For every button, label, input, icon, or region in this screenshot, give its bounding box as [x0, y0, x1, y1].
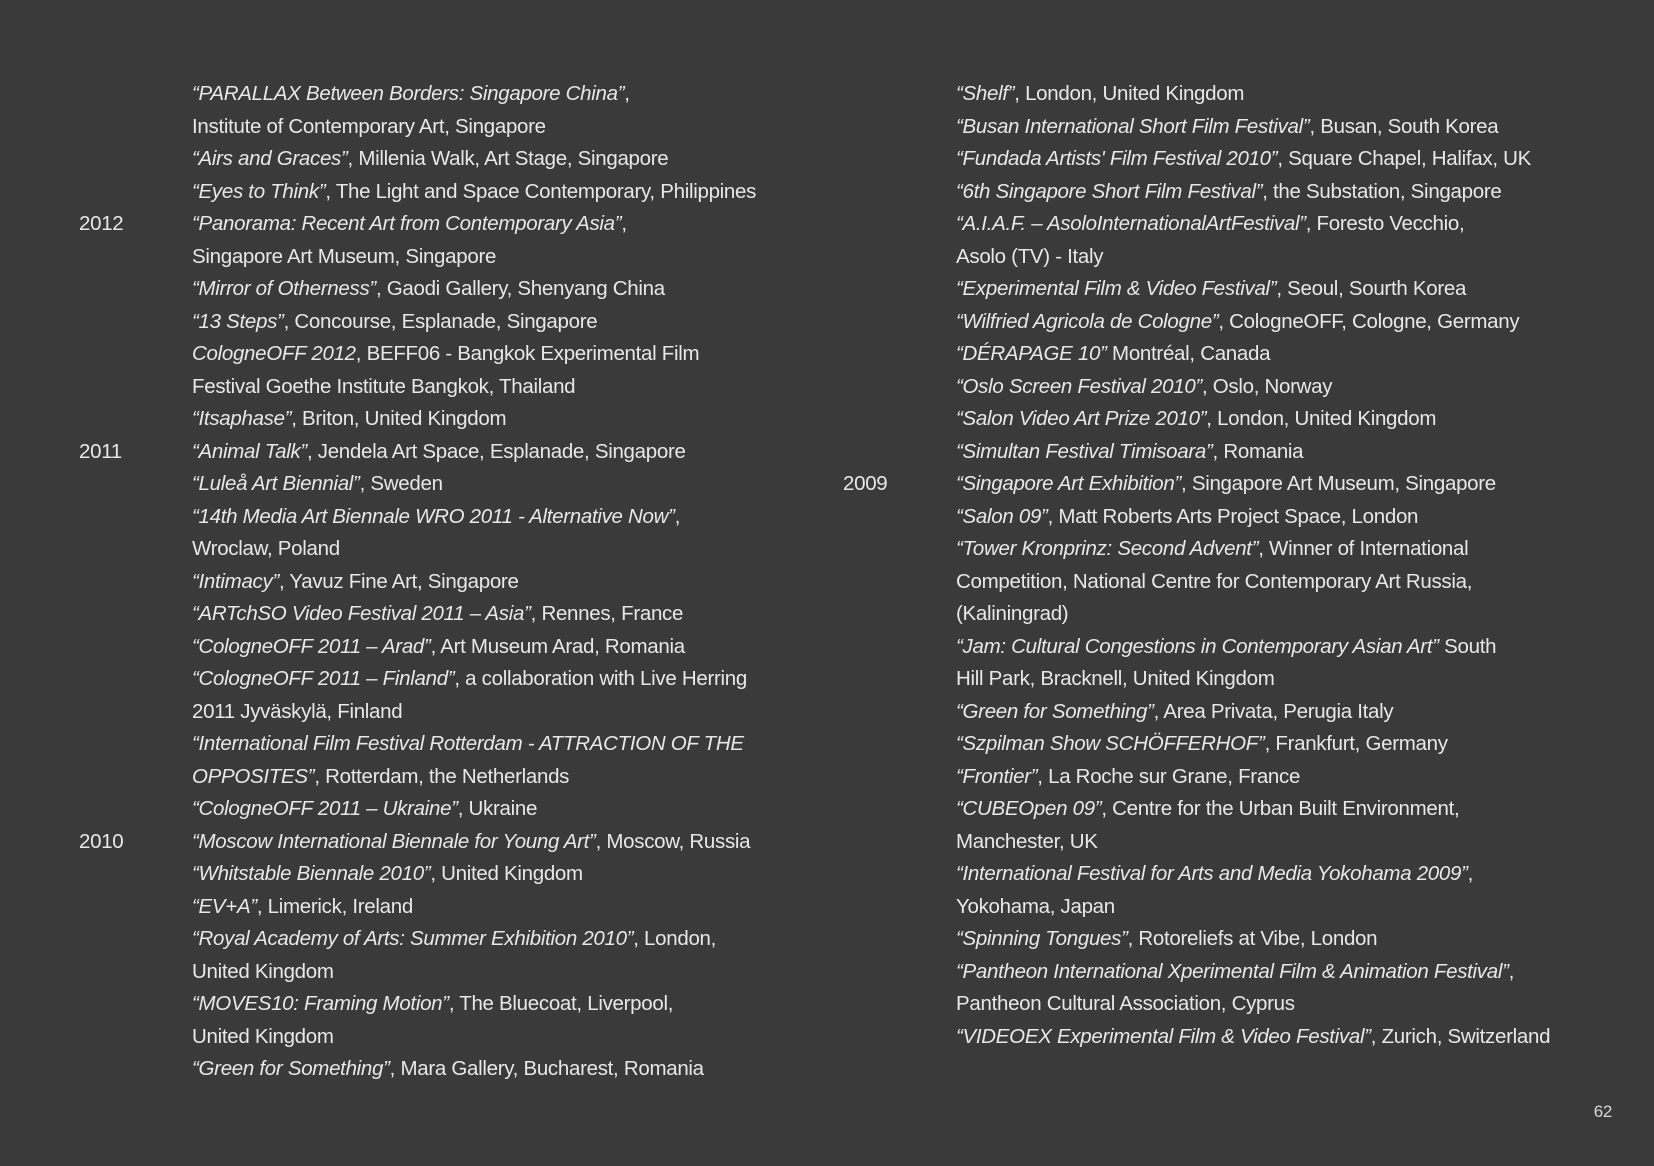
- exhibition-title: “Airs and Graces”: [192, 147, 348, 170]
- exhibition-text: [192, 436, 799, 469]
- exhibition-text: [956, 728, 1643, 761]
- year-label: 2009: [843, 472, 888, 495]
- exhibition-text: [192, 78, 799, 143]
- exhibition-venue: , Frankfurt, Germany: [1264, 732, 1448, 755]
- exhibition-text: [192, 858, 799, 891]
- exhibition-venue: , London, United Kingdom: [1206, 407, 1437, 430]
- exhibition-title: “CologneOFF 2011 – Arad”: [192, 634, 431, 658]
- exhibition-text: [192, 826, 799, 859]
- exhibition-text: [192, 501, 799, 566]
- exhibition-venue: Montréal, Canada: [1106, 342, 1271, 365]
- exhibition-title: “Singapore Art Exhibition”: [956, 472, 1182, 495]
- exhibition-title: “CologneOFF 2011 – Finland”: [192, 667, 455, 690]
- exhibition-venue: , Limerick, Ireland: [256, 894, 413, 918]
- text-line: [956, 891, 1643, 924]
- exhibition-venue: ,: [621, 212, 627, 235]
- text-line: [192, 468, 799, 501]
- text-line: [192, 728, 799, 761]
- text-line: [956, 241, 1643, 274]
- exhibition-title: “Simultan Festival Timisoara”: [956, 439, 1213, 463]
- exhibition-title: “PARALLAX Between Borders: Singapore China”: [192, 82, 625, 105]
- exhibition-entry: [79, 436, 799, 469]
- exhibition-entry: [843, 728, 1643, 761]
- text-line: [956, 1021, 1643, 1054]
- exhibition-venue: , Area Privata, Perugia Italy: [1153, 699, 1394, 723]
- exhibition-text: [192, 891, 799, 924]
- exhibition-venue: , Mara Gallery, Bucharest, Romania: [389, 1057, 704, 1080]
- exhibition-text: [192, 208, 799, 273]
- exhibition-entry: [843, 338, 1643, 371]
- exhibition-venue: , Art Museum Arad, Romania: [430, 634, 685, 658]
- exhibition-venue: , Centre for the Urban Built Environment,: [1101, 797, 1460, 820]
- exhibition-title: “Panorama: Recent Art from Contemporary Asia”: [192, 212, 622, 235]
- text-line: [956, 598, 1643, 631]
- exhibition-entry: [79, 826, 799, 859]
- text-line: [956, 468, 1643, 501]
- text-line: [192, 1021, 799, 1054]
- exhibition-text: [192, 728, 799, 793]
- exhibition-text: [956, 143, 1643, 176]
- exhibition-entry: [843, 858, 1643, 923]
- text-line: [956, 826, 1643, 859]
- exhibition-entry: [79, 501, 799, 566]
- year-label: 2010: [79, 829, 124, 853]
- exhibition-entry: [843, 143, 1643, 176]
- exhibition-entry: [79, 566, 799, 599]
- exhibition-venue: , Oslo, Norway: [1201, 374, 1333, 398]
- exhibition-venue: Asolo (TV) - Italy: [956, 244, 1104, 268]
- exhibition-text: [956, 533, 1643, 631]
- text-line: [192, 143, 799, 176]
- exhibition-entry: [843, 1021, 1643, 1054]
- exhibition-text: [192, 598, 799, 631]
- exhibition-title: “13 Steps”: [192, 309, 284, 333]
- exhibition-text: [956, 111, 1643, 144]
- exhibition-venue: , United Kingdom: [430, 862, 583, 885]
- exhibition-entry: [79, 273, 799, 306]
- exhibition-venue: , Gaodi Gallery, Shenyang China: [375, 277, 665, 300]
- exhibition-title: “Green for Something”: [192, 1057, 390, 1080]
- exhibition-venue: 2011 Jyväskylä, Finland: [192, 699, 403, 723]
- exhibition-entry: [79, 78, 799, 143]
- exhibition-text: [192, 1053, 799, 1086]
- exhibition-title: OPPOSITES”: [192, 764, 315, 788]
- text-line: [956, 501, 1643, 534]
- year-label: 2011: [79, 439, 122, 463]
- text-line: [192, 858, 799, 891]
- text-line: [956, 663, 1643, 696]
- text-line: [956, 793, 1643, 826]
- exhibition-venue: , The Bluecoat, Liverpool,: [448, 992, 674, 1015]
- exhibition-text: [192, 306, 799, 339]
- text-line: [956, 696, 1643, 729]
- exhibition-title: CologneOFF 2012: [192, 342, 356, 365]
- exhibition-title: “Tower Kronprinz: Second Advent”: [956, 537, 1259, 560]
- exhibition-venue: Institute of Contemporary Art, Singapore: [192, 114, 546, 138]
- exhibition-venue: , BEFF06 - Bangkok Experimental Film: [355, 342, 700, 365]
- exhibition-title: “MOVES10: Framing Motion”: [192, 992, 449, 1015]
- exhibition-venue: , Rotoreliefs at Vibe, London: [1127, 927, 1378, 950]
- exhibition-venue: , Foresto Vecchio,: [1305, 212, 1465, 235]
- text-line: [956, 858, 1643, 891]
- exhibition-entry: [843, 78, 1643, 111]
- text-line: [956, 176, 1643, 209]
- exhibition-venue: Competition, National Centre for Contemporary Art Russia,: [956, 569, 1473, 593]
- exhibition-venue: Pantheon Cultural Association, Cyprus: [956, 992, 1295, 1015]
- exhibition-venue: , Yavuz Fine Art, Singapore: [278, 569, 519, 593]
- exhibition-text: [956, 468, 1643, 501]
- exhibition-entry: [79, 598, 799, 631]
- text-line: [192, 793, 799, 826]
- text-line: [192, 826, 799, 859]
- exhibition-venue: , CologneOFF, Cologne, Germany: [1218, 309, 1520, 333]
- exhibition-title: “VIDEOEX Experimental Film & Video Festival”: [956, 1024, 1371, 1048]
- exhibition-venue: United Kingdom: [192, 959, 334, 983]
- exhibition-title: “Busan International Short Film Festival”: [956, 114, 1310, 138]
- exhibition-text: [192, 793, 799, 826]
- exhibition-entry: [79, 891, 799, 924]
- exhibition-entry: [843, 631, 1643, 696]
- exhibition-title: “Animal Talk”: [192, 439, 307, 463]
- exhibition-entry: [79, 728, 799, 793]
- text-line: [956, 728, 1643, 761]
- exhibition-text: [956, 696, 1643, 729]
- exhibition-entry: [843, 273, 1643, 306]
- exhibition-text: [192, 176, 799, 209]
- text-line: [192, 241, 799, 274]
- exhibition-title: “Green for Something”: [956, 699, 1154, 723]
- text-line: [956, 923, 1643, 956]
- text-line: [192, 176, 799, 209]
- exhibition-venue: , Zurich, Switzerland: [1370, 1024, 1551, 1048]
- exhibition-text: [956, 436, 1643, 469]
- exhibition-entry: [843, 176, 1643, 209]
- text-line: [192, 761, 799, 794]
- exhibition-title: “Spinning Tongues”: [956, 927, 1128, 950]
- exhibition-title: “Shelf”: [956, 82, 1015, 105]
- text-line: [956, 988, 1643, 1021]
- exhibition-entry: [843, 468, 1643, 501]
- text-line: [956, 436, 1643, 469]
- text-line: [192, 501, 799, 534]
- text-line: [956, 403, 1643, 436]
- exhibition-title: “Pantheon International Xperimental Film & Animation Festival”: [956, 959, 1509, 983]
- exhibition-entry: [843, 111, 1643, 144]
- exhibition-entry: [79, 208, 799, 273]
- exhibition-title: “14th Media Art Biennale WRO 2011 - Alternative Now”: [192, 504, 675, 528]
- exhibition-venue: , London,: [633, 927, 717, 950]
- exhibition-venue: , Rennes, France: [530, 602, 684, 625]
- exhibition-venue: , Concourse, Esplanade, Singapore: [283, 309, 598, 333]
- text-line: [192, 403, 799, 436]
- text-line: [192, 631, 799, 664]
- text-line: [192, 598, 799, 631]
- text-line: [956, 956, 1643, 989]
- exhibition-text: [956, 78, 1643, 111]
- exhibition-text: [956, 208, 1643, 273]
- text-line: [192, 891, 799, 924]
- exhibition-entry: [843, 533, 1643, 631]
- text-line: [192, 78, 799, 111]
- exhibition-venue: ,: [1467, 862, 1474, 885]
- text-line: [956, 761, 1643, 794]
- exhibition-title: “CUBEOpen 09”: [956, 797, 1102, 820]
- exhibition-venue: South: [1438, 634, 1497, 658]
- exhibition-title: “Itsaphase”: [192, 407, 292, 430]
- exhibition-entry: [843, 793, 1643, 858]
- text-line: [956, 371, 1643, 404]
- exhibition-text: [956, 176, 1643, 209]
- exhibition-venue: , Matt Roberts Arts Project Space, London: [1047, 504, 1419, 528]
- exhibition-venue: Hill Park, Bracknell, United Kingdom: [956, 667, 1275, 690]
- exhibition-venue: , Ukraine: [457, 797, 538, 820]
- exhibition-text: [192, 988, 799, 1053]
- exhibition-title: “CologneOFF 2011 – Ukraine”: [192, 797, 458, 820]
- exhibition-title: “Wilfried Agricola de Cologne”: [956, 309, 1219, 333]
- exhibition-venue: ,: [674, 504, 681, 528]
- exhibition-venue: Wroclaw, Poland: [192, 537, 340, 560]
- text-line: [192, 663, 799, 696]
- exhibition-text: [956, 273, 1643, 306]
- exhibition-title: “Whitstable Biennale 2010”: [192, 862, 431, 885]
- text-line: [956, 338, 1643, 371]
- exhibition-venue: , a collaboration with Live Herring: [454, 667, 747, 690]
- exhibition-venue: , Seoul, Sourth Korea: [1276, 277, 1467, 300]
- exhibition-entry: [79, 858, 799, 891]
- exhibition-entry: [79, 306, 799, 339]
- text-line: [956, 631, 1643, 664]
- exhibition-title: “Frontier”: [956, 764, 1038, 788]
- exhibition-text: [192, 631, 799, 664]
- exhibition-text: [192, 338, 799, 403]
- text-line: [192, 306, 799, 339]
- exhibition-venue: , Singapore Art Museum, Singapore: [1181, 472, 1496, 495]
- exhibition-title: “ARTchSO Video Festival 2011 – Asia”: [192, 602, 531, 625]
- exhibition-entry: [79, 923, 799, 988]
- text-line: [192, 1053, 799, 1086]
- exhibition-entry: [843, 208, 1643, 273]
- exhibition-text: [956, 338, 1643, 371]
- exhibition-venue: , Moscow, Russia: [595, 829, 751, 853]
- exhibition-venue: Singapore Art Museum, Singapore: [192, 244, 497, 268]
- page-number: 62: [1593, 1102, 1612, 1121]
- exhibition-title: “Royal Academy of Arts: Summer Exhibition 2010”: [192, 927, 634, 950]
- text-line: [956, 273, 1643, 306]
- text-line: [192, 436, 799, 469]
- exhibition-venue: ,: [624, 82, 630, 105]
- exhibition-title: “Salon Video Art Prize 2010”: [956, 407, 1207, 430]
- exhibition-entry: [79, 468, 799, 501]
- exhibition-text: [956, 306, 1643, 339]
- exhibition-text: [192, 468, 799, 501]
- exhibition-venue: Festival Goethe Institute Bangkok, Thailand: [192, 374, 576, 398]
- exhibition-venue: , La Roche sur Grane, France: [1037, 764, 1301, 788]
- exhibition-text: [956, 761, 1643, 794]
- text-line: [192, 923, 799, 956]
- exhibition-venue: , Rotterdam, the Netherlands: [314, 764, 570, 788]
- exhibition-entry: [79, 403, 799, 436]
- text-line: [192, 956, 799, 989]
- exhibition-entry: [843, 403, 1643, 436]
- text-line: [956, 78, 1643, 111]
- exhibition-title: “Eyes to Think”: [192, 179, 326, 203]
- text-line: [956, 208, 1643, 241]
- exhibition-venue: , the Substation, Singapore: [1262, 179, 1502, 203]
- exhibition-entry: [79, 631, 799, 664]
- exhibition-venue: United Kingdom: [192, 1024, 334, 1048]
- exhibition-title: “6th Singapore Short Film Festival”: [956, 179, 1263, 203]
- exhibition-venue: ,: [1508, 959, 1515, 983]
- exhibition-entry: [79, 143, 799, 176]
- exhibition-title: “Szpilman Show SCHÖFFERHOF”: [956, 732, 1265, 755]
- exhibition-text: [956, 956, 1643, 1021]
- exhibition-entry: [79, 338, 799, 403]
- exhibition-text: [956, 631, 1643, 696]
- exhibition-venue: , The Light and Space Contemporary, Philippines: [325, 179, 757, 203]
- exhibition-venue: , London, United Kingdom: [1014, 82, 1245, 105]
- exhibition-title: “Moscow International Biennale for Young Art”: [192, 829, 596, 853]
- exhibition-title: “Intimacy”: [192, 569, 279, 593]
- exhibition-venue: Yokohama, Japan: [956, 894, 1115, 918]
- text-line: [192, 273, 799, 306]
- exhibition-title: “Luleå Art Biennial”: [192, 472, 360, 495]
- exhibition-text: [956, 858, 1643, 923]
- exhibition-entry: [843, 956, 1643, 1021]
- exhibition-title: “Salon 09”: [956, 504, 1048, 528]
- exhibition-entry: [843, 436, 1643, 469]
- exhibition-venue: , Jendela Art Space, Esplanade, Singapore: [306, 439, 686, 463]
- exhibition-title: “DÉRAPAGE 10”: [956, 342, 1107, 365]
- exhibition-venue: Manchester, UK: [956, 829, 1098, 853]
- text-line: [956, 566, 1643, 599]
- exhibition-venue: , Winner of International: [1258, 537, 1469, 560]
- left-column: [79, 78, 799, 1086]
- exhibition-title: “Jam: Cultural Congestions in Contemporary Asian Art”: [956, 634, 1439, 658]
- text-line: [192, 371, 799, 404]
- exhibition-text: [192, 403, 799, 436]
- exhibition-venue: , Briton, United Kingdom: [291, 407, 507, 430]
- exhibition-venue: , Millenia Walk, Art Stage, Singapore: [347, 147, 669, 170]
- exhibition-text: [956, 923, 1643, 956]
- exhibition-entry: [79, 793, 799, 826]
- exhibition-text: [192, 273, 799, 306]
- text-line: [956, 306, 1643, 339]
- exhibition-title: “Oslo Screen Festival 2010”: [956, 374, 1202, 398]
- exhibition-entry: [843, 696, 1643, 729]
- exhibition-entry: [843, 306, 1643, 339]
- exhibition-entry: [79, 176, 799, 209]
- exhibition-venue: , Sweden: [359, 472, 443, 495]
- exhibition-text: [956, 1021, 1643, 1054]
- exhibition-entry: [79, 988, 799, 1053]
- text-line: [192, 566, 799, 599]
- text-line: [192, 111, 799, 144]
- exhibition-title: “EV+A”: [192, 894, 257, 918]
- text-line: [956, 111, 1643, 144]
- exhibition-title: “A.I.A.F. – AsoloInternationalArtFestival”: [956, 212, 1306, 235]
- exhibition-text: [956, 793, 1643, 858]
- exhibition-text: [956, 403, 1643, 436]
- exhibition-venue: , Busan, South Korea: [1309, 114, 1499, 138]
- text-line: [192, 338, 799, 371]
- exhibition-entry: [843, 501, 1643, 534]
- exhibition-venue: (Kaliningrad): [956, 602, 1069, 625]
- text-line: [956, 533, 1643, 566]
- exhibition-text: [192, 566, 799, 599]
- exhibition-title: “Experimental Film & Video Festival”: [956, 277, 1277, 300]
- right-column: [843, 78, 1643, 1053]
- year-label: 2012: [79, 212, 124, 235]
- exhibition-entry: [843, 761, 1643, 794]
- text-line: [192, 533, 799, 566]
- exhibition-text: [956, 371, 1643, 404]
- exhibition-entry: [843, 923, 1643, 956]
- text-line: [192, 696, 799, 729]
- exhibition-title: “Mirror of Otherness”: [192, 277, 376, 300]
- text-line: [192, 208, 799, 241]
- exhibition-text: [192, 923, 799, 988]
- exhibition-venue: , Square Chapel, Halifax, UK: [1277, 147, 1531, 170]
- exhibition-text: [192, 143, 799, 176]
- text-line: [192, 988, 799, 1021]
- exhibition-text: [956, 501, 1643, 534]
- text-line: [956, 143, 1643, 176]
- exhibition-entry: [843, 371, 1643, 404]
- exhibition-entry: [79, 1053, 799, 1086]
- exhibition-text: [192, 663, 799, 728]
- exhibition-venue: , Romania: [1212, 439, 1304, 463]
- exhibition-title: “Fundada Artists' Film Festival 2010”: [956, 147, 1278, 170]
- exhibition-title: “International Film Festival Rotterdam - ATTRACTION OF THE: [192, 732, 744, 755]
- exhibition-title: “International Festival for Arts and Media Yokohama 2009”: [956, 862, 1468, 885]
- exhibition-entry: [79, 663, 799, 728]
